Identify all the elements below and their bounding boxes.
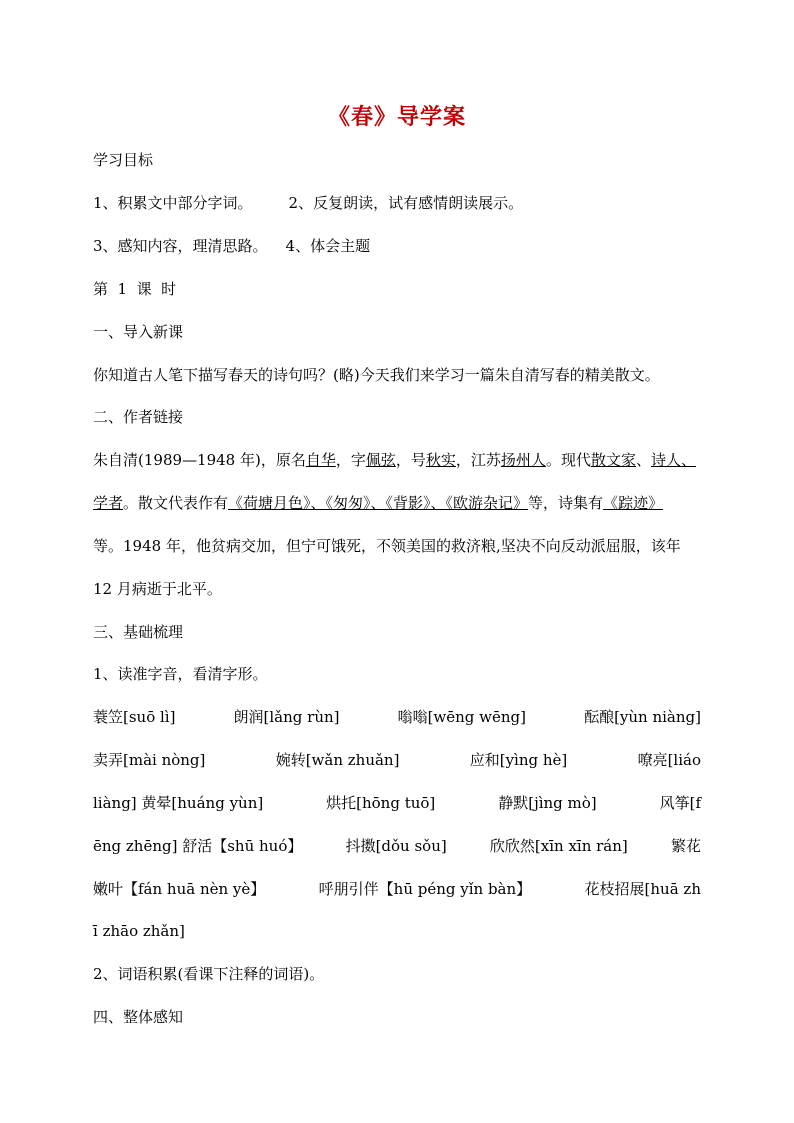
pinyin-item: 嗡嗡[wēng wēng]: [397, 708, 526, 726]
author-text: 、: [635, 451, 651, 469]
author-text: 。现代: [545, 451, 591, 469]
author-text: 朱自清(1989—1948 年)，原名: [93, 451, 306, 469]
pinyin-item: 嘹亮[liáo: [637, 751, 701, 769]
author-role-poet: 诗人、: [650, 451, 696, 469]
pinyin-item: liàng] 黄晕[huáng yùn]: [93, 794, 264, 812]
pinyin-item: 蓑笠[suō lì]: [93, 708, 176, 726]
pinyin-item: 烘托[hōng tuō]: [326, 794, 436, 812]
author-line-4: 12 月病逝于北平。: [93, 580, 222, 598]
goals-line-2: [93, 236, 370, 256]
pinyin-item: 卖弄[mài nòng]: [93, 751, 206, 769]
document-title: 《春》导学案: [327, 104, 466, 130]
pinyin-item: 酝酿[yùn niàng]: [584, 708, 701, 726]
section-1-heading: 一、导入新课: [93, 323, 184, 341]
pinyin-item: 朗润[lǎng rùn]: [233, 708, 340, 726]
pinyin-item: 繁花: [670, 837, 701, 855]
pinyin-item: 花枝招展[huā zh: [584, 880, 701, 898]
author-pseudonym: 秋实: [425, 451, 456, 469]
goals-heading: 学习目标: [93, 151, 154, 169]
subsection-1-heading: 1、读准字音，看清字形。: [93, 665, 268, 683]
pinyin-row-3: [93, 793, 701, 813]
pinyin-item: 欣欣然[xīn xīn rán]: [489, 837, 628, 855]
author-line-2: [93, 493, 663, 513]
pinyin-item: 应和[yìng hè]: [469, 751, 568, 769]
author-essay-works: 《荷塘月色》、《匆匆》、《背影》、《欧游杂记》: [228, 494, 529, 512]
author-courtesy-name: 佩弦: [365, 451, 396, 469]
pinyin-item: 抖擞[dǒu sǒu]: [345, 837, 447, 855]
author-text: 等，诗集有: [528, 494, 604, 512]
pinyin-item: 呼朋引伴【hū péng yǐn bàn】: [318, 880, 532, 898]
section-2-heading: 二、作者链接: [93, 408, 184, 426]
pinyin-row-2: [93, 750, 701, 770]
author-text: ，号: [395, 451, 426, 469]
author-text: ，字: [335, 451, 366, 469]
author-hometown: 扬州人: [500, 451, 546, 469]
author-text: 。散文代表作有: [123, 494, 229, 512]
pinyin-item: 婉转[wǎn zhuǎn]: [275, 751, 400, 769]
author-original-name: 自华: [305, 451, 336, 469]
author-line-3: 等。1948 年，他贫病交加，但宁可饿死，不领美国的救济粮,坚决不向反动派屈服，该年: [93, 537, 681, 555]
section-3-heading: 三、基础梳理: [93, 623, 184, 641]
pinyin-item: 风筝[f: [659, 794, 701, 812]
subsection-2-heading: 2、词语积累(看课下注释的词语)。: [93, 965, 325, 983]
author-poetry-works: 《踪迹》: [603, 494, 664, 512]
pinyin-item: ī zhāo zhǎn]: [93, 922, 185, 940]
pinyin-row-1: [93, 707, 701, 727]
author-role-essayist: 散文家: [590, 451, 636, 469]
pinyin-row-5: [93, 879, 701, 899]
pinyin-item: 嫩叶【fán huā nèn yè】: [93, 880, 266, 898]
pinyin-row-4: [93, 836, 701, 856]
goal-1: 1、积累文中部分字词。: [93, 194, 253, 212]
author-text: ，江苏: [455, 451, 501, 469]
author-role-scholar: 学者: [93, 494, 124, 512]
goal-2: 2、反复朗读，试有感情朗读展示。: [288, 194, 524, 212]
goal-4: 4、体会主题: [285, 237, 371, 255]
pinyin-row-6: [93, 921, 185, 941]
pinyin-item: 静默[jìng mò]: [498, 794, 597, 812]
section-4-heading: 四、整体感知: [93, 1008, 184, 1026]
lesson-label: 第 1 课 时: [93, 280, 177, 298]
goal-3: 3、感知内容，理清思路。: [93, 237, 268, 255]
section-1-text: 你知道古人笔下描写春天的诗句吗？(略)今天我们来学习一篇朱自清写春的精美散文。: [93, 366, 660, 384]
goals-line-1: [93, 193, 523, 213]
author-line-1: [93, 450, 696, 470]
pinyin-item: ēng zhēng] 舒活【shū huó】: [93, 837, 303, 855]
